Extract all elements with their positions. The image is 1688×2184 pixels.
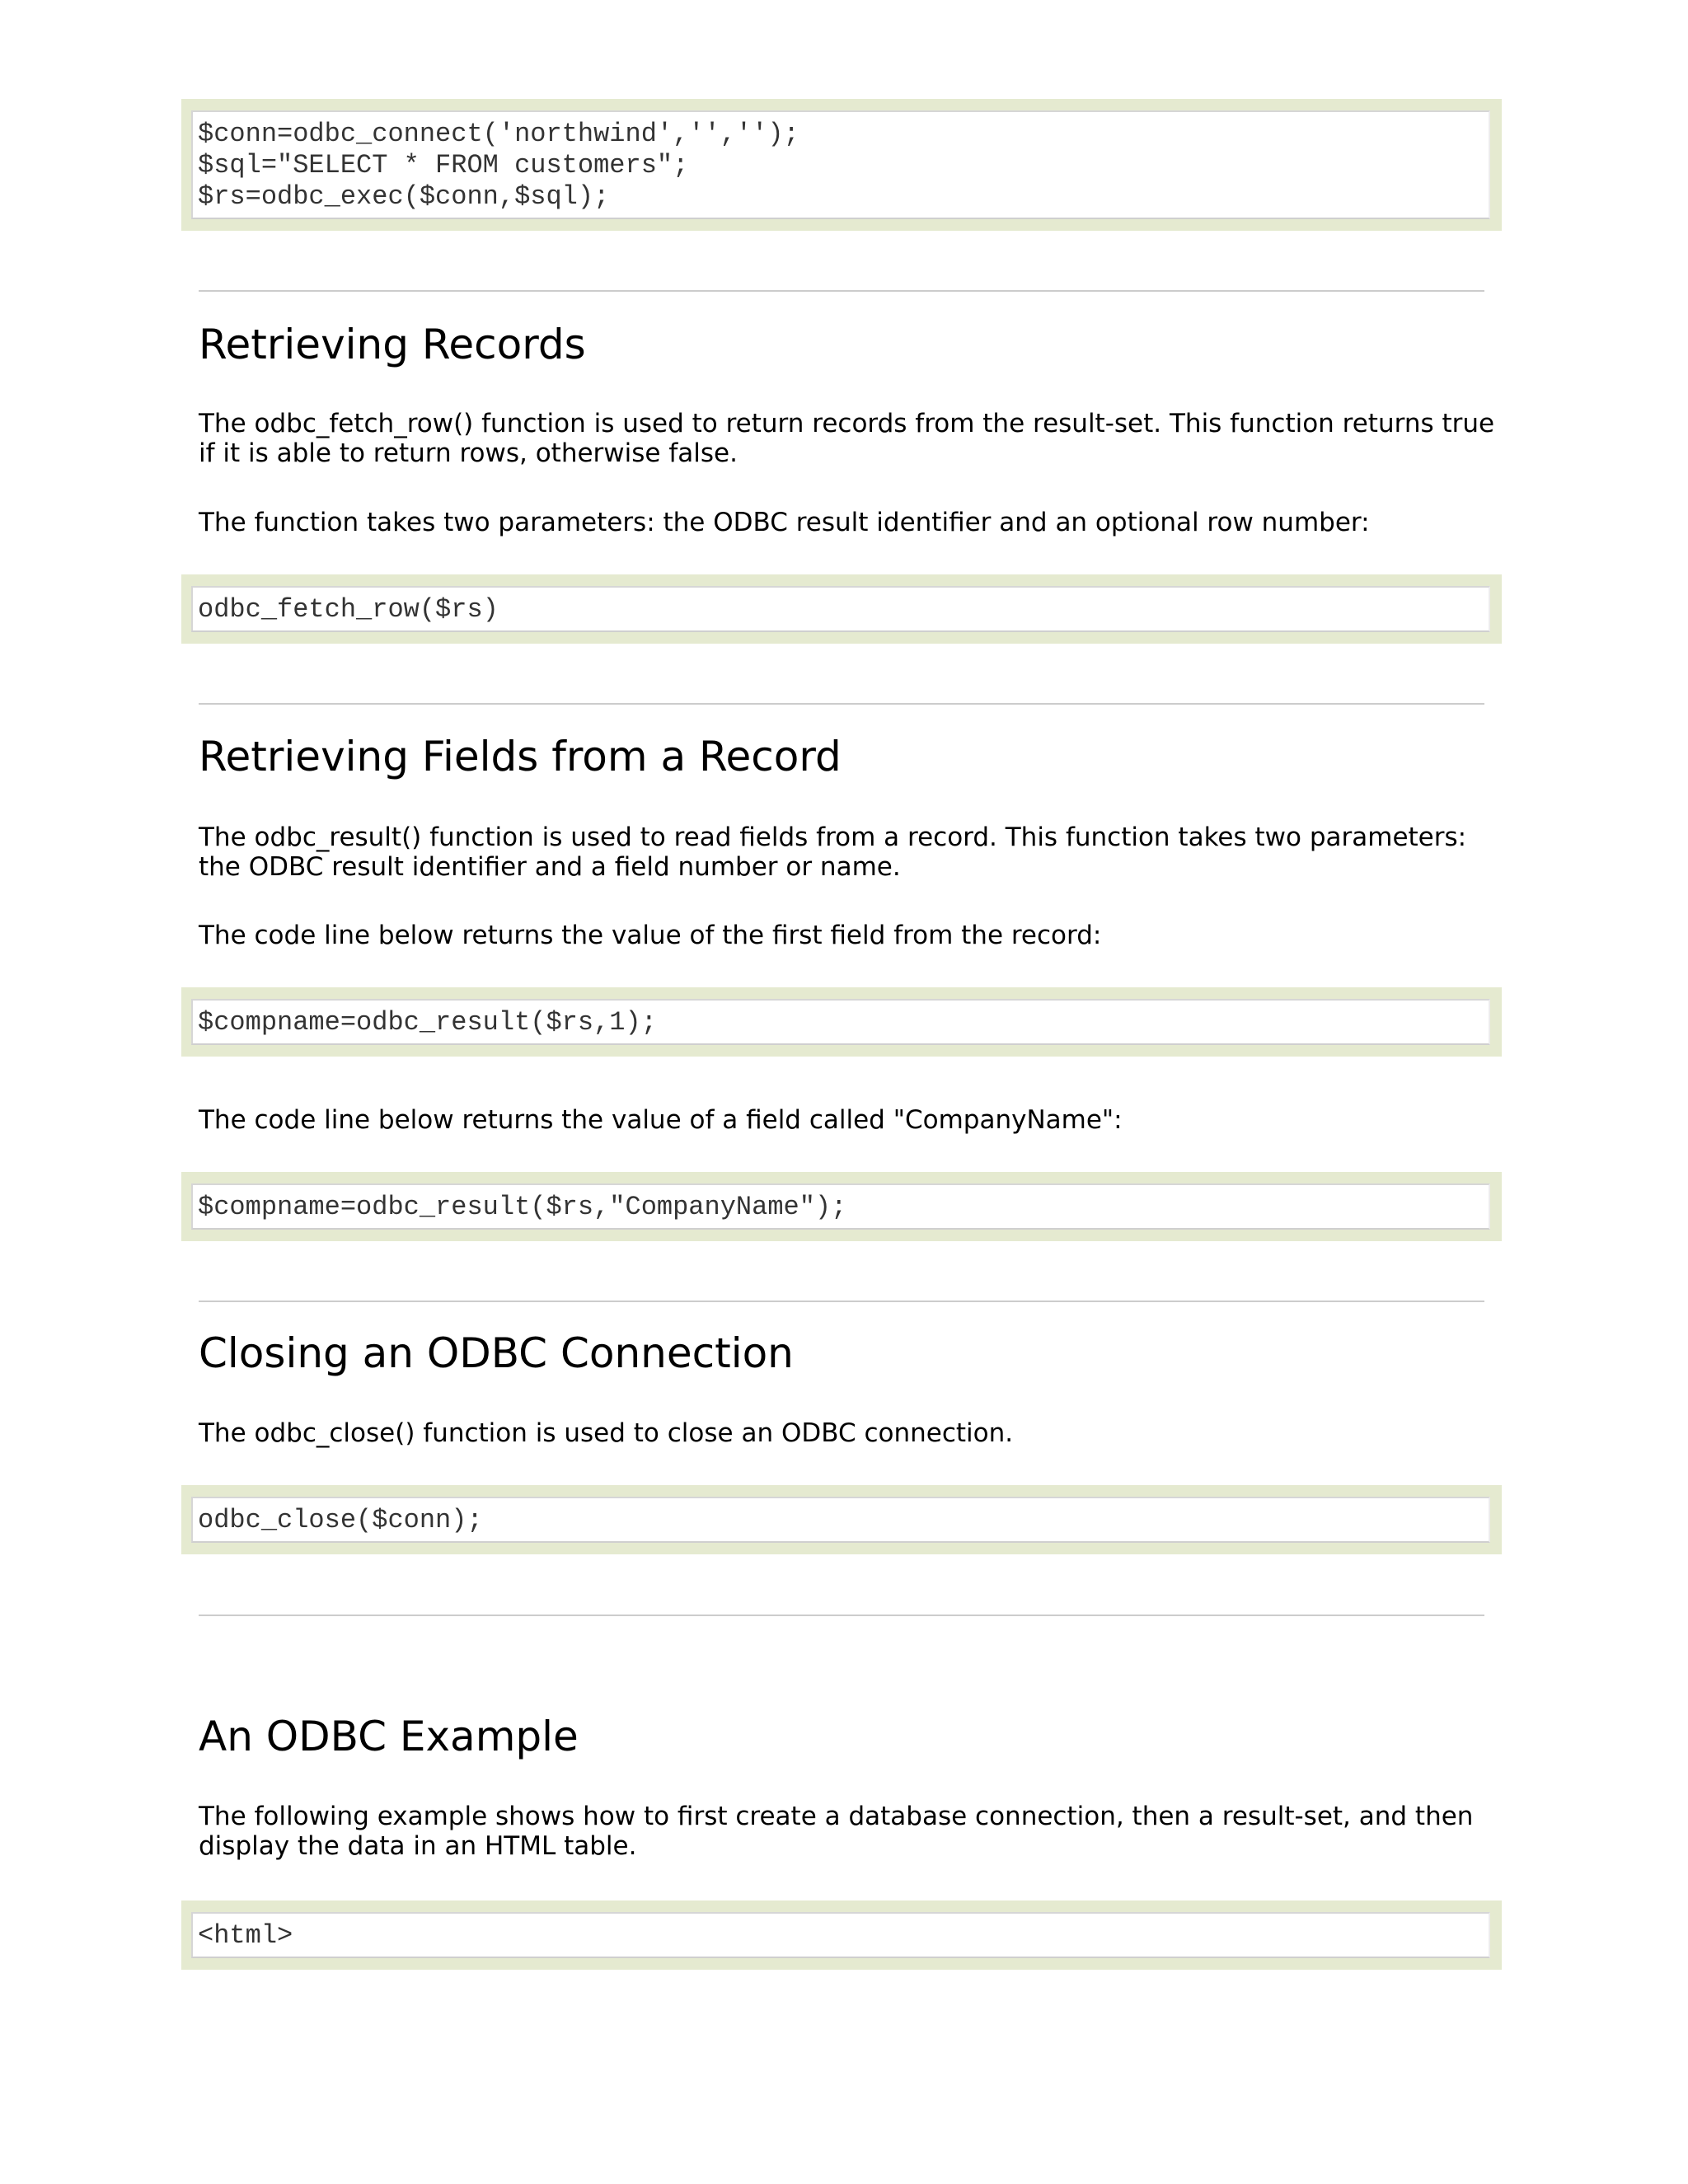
section-heading-retrieving-records: Retrieving Records xyxy=(199,321,586,368)
paragraph-fetch-row-description: The odbc_fetch_row() function is used to return records from the result-set. This function returns true if it is able to return rows, otherwise false. xyxy=(199,409,1495,468)
code-block xyxy=(191,999,1490,1045)
code-line: <html> xyxy=(198,1920,293,1951)
code-example-html xyxy=(181,1900,1502,1970)
paragraph-close-description: The odbc_close() function is used to close an ODBC connection. xyxy=(199,1418,1014,1448)
code-line: odbc_fetch_row($rs) xyxy=(198,594,499,625)
code-example-connect xyxy=(181,99,1502,231)
section-divider xyxy=(199,1301,1484,1302)
code-example-result-index xyxy=(181,987,1502,1057)
code-line: $conn=odbc_connect('northwind','',''); xyxy=(198,119,799,149)
paragraph-result-description: The odbc_result() function is used to read fields from a record. This function takes two parameters: the ODBC result identifier and a field number or name. xyxy=(199,823,1467,882)
paragraph-companyname-field: The code line below returns the value of a field called "CompanyName": xyxy=(199,1105,1123,1135)
section-heading-retrieving-fields: Retrieving Fields from a Record xyxy=(199,733,842,780)
paragraph-first-field: The code line below returns the value of the first field from the record: xyxy=(199,921,1102,950)
code-line: $rs=odbc_exec($conn,$sql); xyxy=(198,181,610,212)
code-example-close xyxy=(181,1485,1502,1554)
code-example-fetch-row xyxy=(181,574,1502,644)
code-block xyxy=(191,1497,1490,1543)
code-block xyxy=(191,586,1490,632)
code-example-result-name xyxy=(181,1172,1502,1241)
code-line: $compname=odbc_result($rs,"CompanyName"); xyxy=(198,1192,847,1222)
section-divider xyxy=(199,1615,1484,1616)
paragraph-example-description: The following example shows how to first create a database connection, then a result-set, and then display the data in an HTML table. xyxy=(199,1802,1474,1861)
code-block xyxy=(191,1183,1490,1230)
code-line: $compname=odbc_result($rs,1); xyxy=(198,1007,657,1038)
paragraph-fetch-row-parameters: The function takes two parameters: the ODBC result identifier and an optional row number: xyxy=(199,508,1370,537)
code-line: $sql="SELECT * FROM customers"; xyxy=(198,150,689,180)
code-line: odbc_close($conn); xyxy=(198,1505,483,1535)
section-heading-closing-connection: Closing an ODBC Connection xyxy=(199,1329,794,1377)
section-divider xyxy=(199,703,1484,705)
code-block xyxy=(191,110,1490,219)
code-block xyxy=(191,1912,1490,1958)
section-heading-odbc-example: An ODBC Example xyxy=(199,1713,579,1760)
section-divider xyxy=(199,290,1484,292)
